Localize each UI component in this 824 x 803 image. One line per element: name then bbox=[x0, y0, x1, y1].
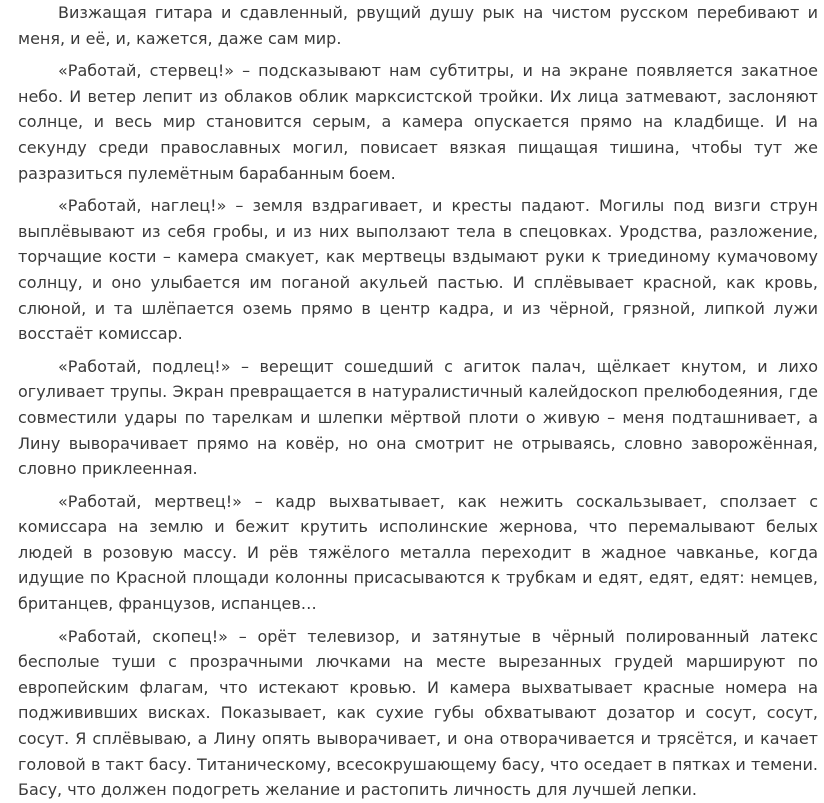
paragraph-4: «Работай, подлец!» – верещит сошедший с агиток палач, щёлкает кнутом, и лихо огуливает трупы. Экран превращается в натуралистичный калейдоскоп прелюбодеяния, где совместили удары по тарелкам и шлепки мёртвой плоти о живую – меня подташнивает, а Лину выворачивает прямо на ковёр, но она смотрит не отрываясь, словно заворожённая, словно приклеенная. bbox=[18, 356, 818, 479]
paragraph-2: «Работай, стервец!» – подсказывают нам субтитры, и на экране появляется закатное небо. И ветер лепит из облаков облик марксистской тройки. Их лица затмевают, заслоняют солнце, и весь мир становится серым, а камера опускается прямо на кладбище. И на секунду среди православных могил, повисает вязкая пищащая тишина, чтобы тут же разразиться пулемётным барабанным боем. bbox=[18, 61, 818, 183]
paragraph-1: Визжащая гитара и сдавленный, рвущий душу рык на чистом русском перебивают и меня, и её, и, кажется, даже сам мир. bbox=[18, 3, 818, 48]
paragraph-5: «Работай, мертвец!» – кадр выхватывает, как нежить соскальзывает, сползает с комиссара на землю и бежит крутить исполинские жернова, что перемалывают белых людей в розовую массу. И рёв тяжёлого металла переходит в жадное чавканье, когда идущие по Красной площади колонны присасываются к трубкам и едят, едят, едят: немцев, британцев, французов, испанцев… bbox=[18, 491, 818, 614]
paragraph-6: «Работай, скопец!» – орёт телевизор, и затянутые в чёрный полированный латекс бесполые туши с прозрачными лючками на месте вырезанных грудей маршируют по европейским флагам, что истекают кровью. И камера выхватывает красные номера на поджививших висках. Показывает, как сухие губы обхватывают дозатор и сосут, сосут, сосут. Я сплёвываю, а Лину опять выворачивает, и она отворачивается и трясётся, и качает головой в такт басу. Титаническому, всесокрушающему басу, что оседает в пятках и темени. Басу, что должен подогреть желание и растопить личность для лучшей лепки. bbox=[18, 626, 818, 800]
paragraph-3: «Работай, наглец!» – земля вздрагивает, и кресты падают. Могилы под визги струн выплёвывают из себя гробы, и из них выползают тела в спецовках. Уродства, разложение, торчащие кости – камера смакует, как мертвецы вздымают руки к триединому кумачовому солнцу, и оно улыбается им поганой акульей пастью. И сплёвывает красной, как кровь, слюной, и та шлёпается оземь прямо в центр кадра, и из чёрной, грязной, липкой лужи восстаёт комиссар. bbox=[18, 196, 818, 344]
